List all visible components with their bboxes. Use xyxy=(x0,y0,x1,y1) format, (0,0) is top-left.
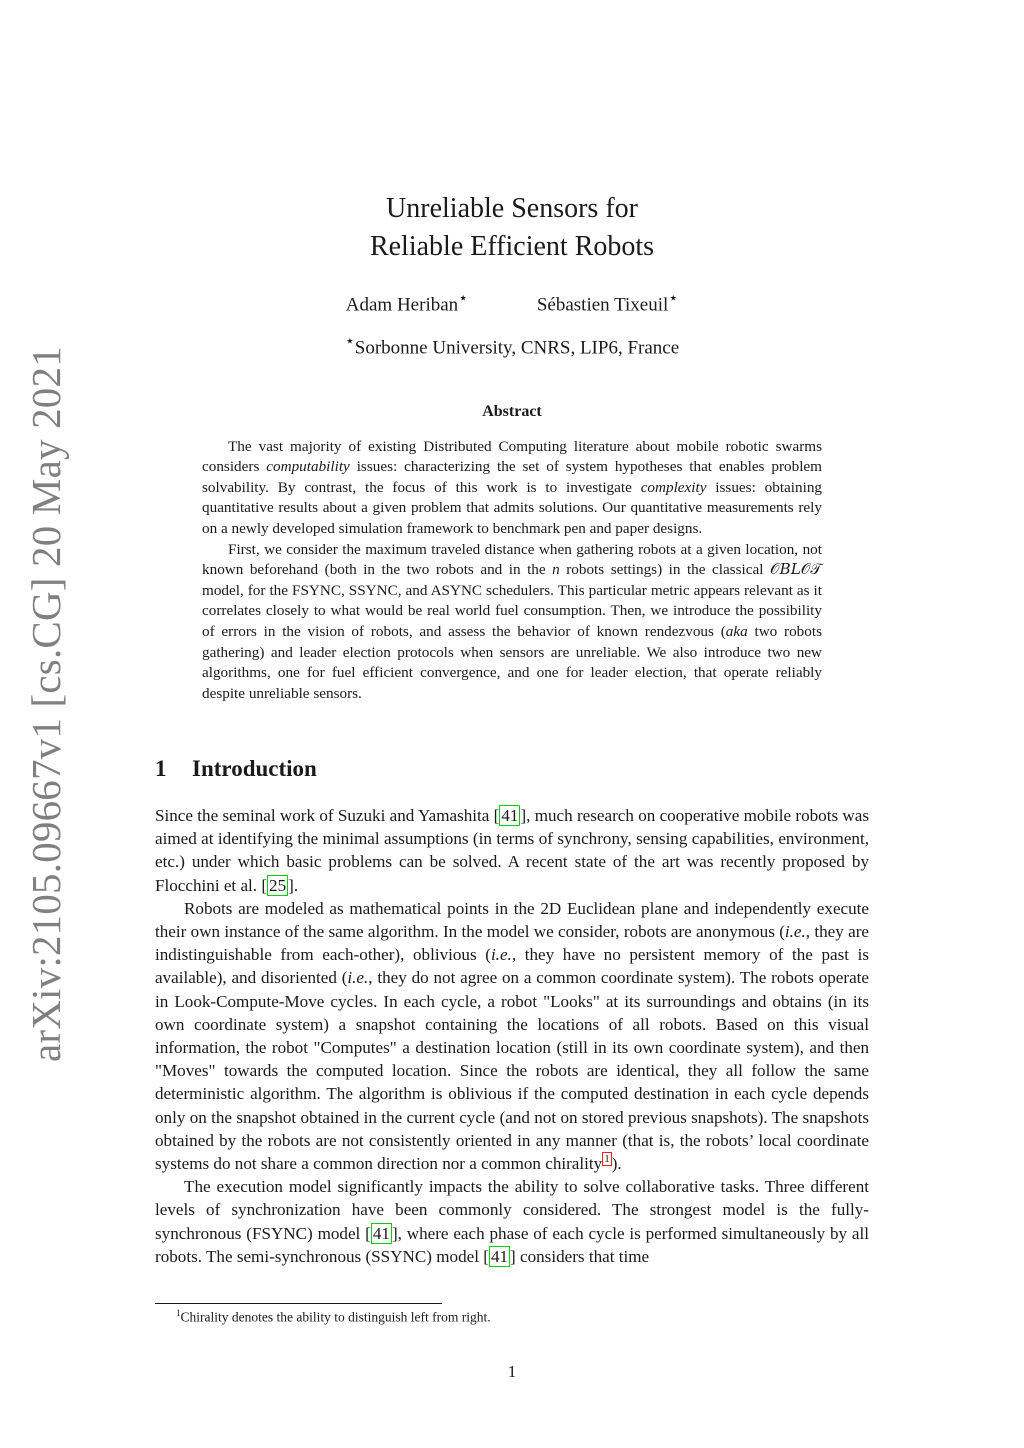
abstract-paragraph: First, we consider the maximum traveled distance when gathering robots at a given location, not known beforehand (both in the two robots and in the n robots settings) in the classical 𝒪𝐵𝐿𝒪𝒯 model, for the FSYNC, SSYNC, and ASYNC schedulers. This particular metric appears relevant as it correlates closely to what would be real world fuel consumption. Then, we introduce the possibility of errors in the vision of robots, and assess the behavior of known rendezvous (aka two robots gathering) and leader election protocols when sensors are unreliable. We also introduce two new algorithms, one for fuel efficient convergence, and one for leader election, that operate reliably despite unreliable sensors. xyxy=(202,540,822,702)
affiliation-text: Sorbonne University, CNRS, LIP6, France xyxy=(354,337,680,359)
footnote-link[interactable]: 1 xyxy=(604,1153,610,1166)
footnote-text: Chirality denotes the ability to distinguish left from right. xyxy=(180,1309,491,1325)
arxiv-identifier: arXiv:2105.09667v1 [cs.CG] 20 May 2021 xyxy=(23,346,69,1062)
author xyxy=(537,288,678,316)
author-list xyxy=(0,288,1024,316)
section-title: Introduction xyxy=(192,756,317,781)
affiliation-mark: ⋆ xyxy=(344,333,355,350)
section-heading xyxy=(155,756,317,782)
author xyxy=(346,288,468,316)
author-name: Sébastien Tixeuil xyxy=(536,294,669,316)
abstract xyxy=(202,402,822,704)
paper-title xyxy=(0,190,1024,266)
citation-link[interactable]: 25 xyxy=(269,875,287,895)
author-name: Adam Heriban xyxy=(345,294,459,316)
body-paragraph: The execution model significantly impacts the ability to solve collaborative tasks. Three different levels of synchronization have been commonly considered. The strongest model is the fully-synchronous (FSYNC) model [ 41 ], where each phase of each cycle is performed simultaneously by all robots. The semi-synchronous (SSYNC) model [ 41 ] considers that time xyxy=(155,1177,869,1266)
body-paragraph: Since the seminal work of Suzuki and Yamashita [ 41 ], much research on cooperative mobile robots was aimed at identifying the minimal assumptions (in terms of synchrony, sensing capabilities, environment, etc.) under which basic problems can be solved. A recent state of the art was recently proposed by Flocchini et al. [ 25 ]. xyxy=(155,806,869,895)
footnote xyxy=(176,1308,491,1326)
introduction-body xyxy=(155,804,869,1268)
abstract-heading: Abstract xyxy=(482,403,542,420)
citation-link[interactable]: 41 xyxy=(490,1246,509,1266)
body-paragraph: Robots are modeled as mathematical points in the 2D Euclidean plane and independently execute their own instance of the same algorithm. In the model we consider, robots are anonymous (i.e., they are indistinguishable from each-other), oblivious (i.e., they have no persistent memory of the past is available), and disoriented (i.e., they do not agree on a common coordinate system). The robots operate in Look-Compute-Move cycles. In each cycle, a robot "Looks" at its surroundings and obtains (in its own coordinate system) a snapshot containing the locations of all robots. Based on this visual information, the robot "Computes" a destination location (still in its own coordinate system), and then "Moves" towards the computed location. Since the robots are identical, they all follow the same deterministic algorithm. The algorithm is oblivious if the computed destination in each cycle depends only on the snapshot obtained in the current cycle (and not on stored previous snapshots). The snapshots obtained by the robots are not consistently oriented in any manner (that is, the robots’ local coordinate systems do not share a common direction nor a common chirality $^1$ ). xyxy=(155,898,870,1174)
footnote-divider xyxy=(155,1303,442,1304)
footnote-mark: 1 xyxy=(176,1308,181,1318)
author-mark: ⋆ xyxy=(668,290,679,307)
model-name: 𝒪𝐵𝐿𝒪𝒯 xyxy=(769,561,822,579)
page-number: 1 xyxy=(507,1362,517,1381)
title-line-1: Unreliable Sensors for xyxy=(386,193,638,224)
title-line-2: Reliable Efficient Robots xyxy=(369,231,655,262)
citation-link[interactable]: 41 xyxy=(372,1223,390,1243)
abstract-paragraph: The vast majority of existing Distributed Computing literature about mobile robotic swarms considers computability issues: characterizing the set of system hypotheses that enables problem solvability. By contrast, the focus of this work is to investigate complexity issues: obtaining quantitative results about a given problem that admits solutions. Our quantitative measurements rely on a newly developed simulation framework to benchmark pen and paper designs. xyxy=(202,437,823,537)
citation-link[interactable]: 41 xyxy=(501,806,519,825)
affiliation xyxy=(0,331,1024,359)
author-mark: ⋆ xyxy=(458,290,469,307)
section-number: 1 xyxy=(155,756,167,781)
